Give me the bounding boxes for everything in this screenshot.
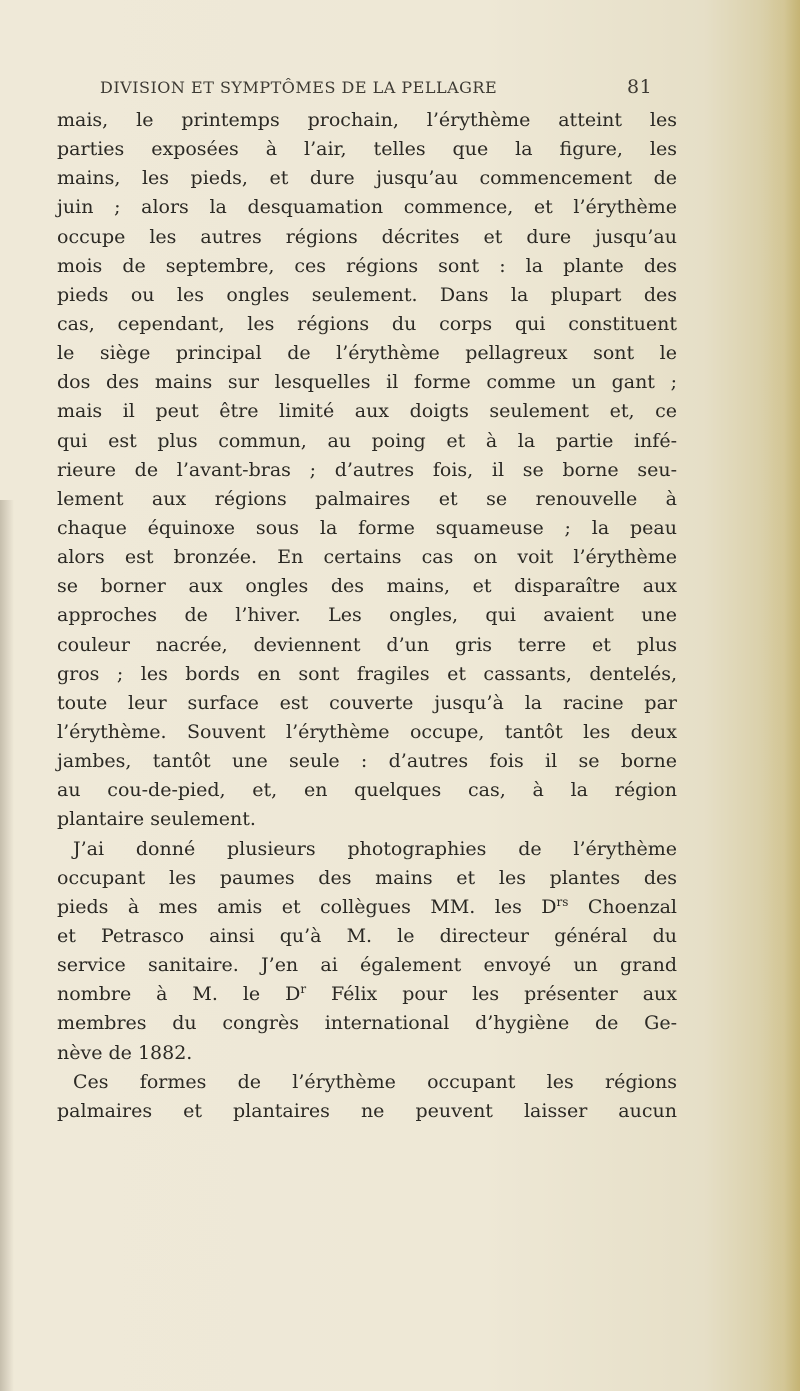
text-line: service sanitaire. J’en ai également envoyé un grand <box>57 954 677 977</box>
text-line: et Petrasco ainsi qu’à M. le directeur général du <box>57 924 677 947</box>
text-line: qui est plus commun, au poing et à la partie infé- <box>57 429 677 452</box>
text-segment: nombre à M. le D <box>57 983 301 1006</box>
text-line: occupant les paumes des mains et les plantes des <box>57 866 677 889</box>
text-line: jambes, tantôt une seule : d’autres fois il se borne <box>57 750 677 773</box>
text-line: couleur nacrée, deviennent d’un gris terre et plus <box>57 633 677 656</box>
text-line: membres du congrès international d’hygiène de Ge- <box>57 1012 677 1035</box>
text-line <box>57 980 677 1009</box>
text-line: pieds ou les ongles seulement. Dans la plupart des <box>57 283 677 306</box>
text-line: J’ai donné plusieurs photographies de l’érythème <box>73 837 677 860</box>
page-gutter-shadow <box>0 500 14 1391</box>
text-segment: Choenzal <box>568 895 677 918</box>
text-line: palmaires et plantaires ne peuvent laisser aucun <box>57 1099 677 1122</box>
text-line: plantaire seulement. <box>57 808 256 831</box>
page-edge-shadow <box>760 0 800 1391</box>
text-line: juin ; alors la desquamation commence, et l’érythème <box>57 196 677 219</box>
text-line: mais, le printemps prochain, l’érythème atteint les <box>57 109 677 131</box>
text-line: rieure de l’avant-bras ; d’autres fois, il se borne seu- <box>57 458 677 481</box>
text-line: l’érythème. Souvent l’érythème occupe, tantôt les deux <box>57 720 677 743</box>
superscript: r <box>300 982 307 997</box>
running-title: DIVISION ET SYMPTÔMES DE LA PELLAGRE <box>100 78 498 97</box>
text-line: gros ; les bords en sont fragiles et cassants, dentelés, <box>57 662 677 685</box>
body-text <box>57 106 677 1126</box>
text-line: occupe les autres régions décrites et dure jusqu’au <box>57 225 677 248</box>
text-line: mois de septembre, ces régions sont : la plante des <box>57 254 677 277</box>
text-segment: Félix pour les présenter aux <box>306 983 677 1006</box>
text-line: alors est bronzée. En certains cas on voit l’érythème <box>57 546 677 569</box>
text-line: le siège principal de l’érythème pellagreux sont le <box>57 342 677 365</box>
text-line: lement aux régions palmaires et se renouvelle à <box>57 487 677 510</box>
text-line: approches de l’hiver. Les ongles, qui avaient une <box>57 604 677 627</box>
text-segment: pieds à mes amis et collègues MM. les D <box>57 895 557 918</box>
text-line: mains, les pieds, et dure jusqu’au commencement de <box>57 167 677 190</box>
text-line: chaque équinoxe sous la forme squameuse ; la peau <box>57 516 677 539</box>
superscript: rs <box>556 894 569 909</box>
text-line: toute leur surface est couverte jusqu’à la racine par <box>57 691 677 714</box>
text-line: nève de 1882. <box>57 1041 193 1064</box>
text-line: Ces formes de l’érythème occupant les régions <box>73 1070 677 1093</box>
text-line: dos des mains sur lesquelles il forme comme un gant ; <box>57 371 677 394</box>
text-line: cas, cependant, les régions du corps qui constituent <box>57 312 677 335</box>
text-line: se borner aux ongles des mains, et disparaître aux <box>57 575 677 598</box>
text-line: mais il peut être limité aux doigts seulement et, ce <box>57 400 677 423</box>
text-line <box>57 893 677 922</box>
text-line: au cou-de-pied, et, en quelques cas, à la région <box>57 779 677 802</box>
page-number: 81 <box>627 76 653 98</box>
text-line: parties exposées à l’air, telles que la figure, les <box>57 138 677 161</box>
